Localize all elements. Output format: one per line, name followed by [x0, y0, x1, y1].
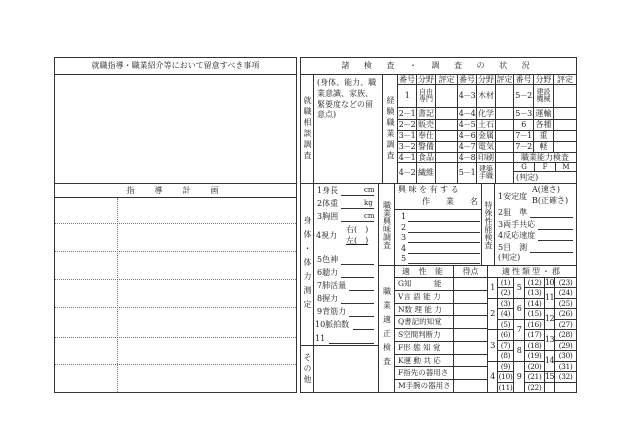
special-label: 特殊性能検査	[481, 183, 495, 266]
aptitude-ability: G知 能	[394, 277, 454, 291]
experience-field: 軽	[533, 141, 554, 153]
consult-note-text: (身体、能力、職業意識、家族、緊要度などの留意点)	[317, 78, 377, 120]
experience-field: 運輸	[533, 107, 554, 120]
aptitude-type-item[interactable]: (31)	[554, 361, 577, 372]
tests-header: 諸 検 査 ・ 調 査 の 状 況	[300, 57, 577, 75]
special-item-input[interactable]	[538, 240, 573, 241]
interest-line-input[interactable]	[408, 232, 480, 233]
aptitude-type-item[interactable]: (32)	[554, 371, 577, 383]
experience-col-header: 番号	[513, 74, 534, 85]
aptitude-type-item[interactable]: (19)	[524, 350, 545, 362]
aptitude-ability: Q書記的知覚	[394, 315, 454, 329]
special-item-label: 5目 測	[498, 242, 528, 252]
aptitude-score[interactable]	[453, 290, 488, 304]
aptitude-type-item[interactable]: (28)	[554, 329, 577, 341]
ability-test-f: F	[534, 162, 556, 172]
ability-test-header: 職業能力検査	[513, 152, 577, 163]
aptitude-type-item[interactable]: (16)	[524, 319, 545, 330]
body-item-label: 6聴力	[317, 268, 339, 277]
body-item-input[interactable]	[349, 290, 374, 291]
body-item-input[interactable]	[341, 277, 374, 278]
stability-b: B(正確さ)	[532, 196, 569, 205]
vision-left: 左( )	[346, 236, 369, 245]
body-item-input[interactable]	[349, 316, 374, 317]
ability-test-judgement[interactable]: (判定)	[513, 171, 577, 184]
aptitude-ability: N数 理 能 力	[394, 303, 454, 316]
aptitude-score[interactable]	[453, 366, 488, 380]
experience-number: 4－1	[398, 152, 416, 162]
experience-number: 1	[397, 84, 417, 108]
aptitude-score[interactable]	[453, 341, 488, 355]
experience-number: 2－2	[398, 120, 416, 129]
experience-field: 自由専門	[416, 84, 436, 108]
body-item-input[interactable]	[341, 264, 374, 265]
aptitude-group-number: 4	[487, 361, 498, 393]
aptitude-group-number: 6	[513, 298, 525, 320]
aptitude-type-item[interactable]: (26)	[554, 308, 577, 320]
aptitude-type-item[interactable]: (7)	[497, 340, 514, 351]
aptitude-group-number: 3	[487, 329, 498, 362]
body-item-label: 4視力	[316, 231, 338, 240]
aptitude-score[interactable]	[453, 315, 488, 329]
aptitude-type-item[interactable]: (23)	[554, 277, 577, 288]
aptitude-type-item[interactable]: (8)	[497, 350, 514, 362]
experience-col-header: 評定	[496, 74, 513, 84]
experience-number: 6	[513, 119, 534, 131]
experience-col-header: 評定	[435, 74, 458, 85]
plan-row-line	[55, 251, 296, 252]
aptitude-ability: M手腕の器用さ	[394, 379, 454, 393]
experience-number: 4－5	[458, 120, 476, 129]
experience-field: 木材	[476, 84, 496, 108]
experience-number: 7－1	[513, 130, 534, 142]
experience-field: 食品	[418, 152, 434, 162]
notes-header: 就職指導・職業紹介等において留意すべき事項	[54, 57, 297, 75]
aptitude-type-item[interactable]: (1)	[497, 277, 514, 288]
experience-rating[interactable]	[495, 162, 514, 184]
aptitude-type-item[interactable]: (4)	[497, 308, 514, 320]
aptitude-type-item[interactable]: (25)	[554, 298, 577, 309]
aptitude-type-item[interactable]: (24)	[554, 287, 577, 299]
ability-test-m: M	[555, 162, 577, 172]
interest-divider	[394, 209, 482, 210]
interest-line-input[interactable]	[408, 263, 480, 264]
aptitude-type-item[interactable]: (22)	[524, 382, 545, 393]
aptitude-group-number: 13	[544, 329, 555, 351]
experience-col-header: 評定	[553, 74, 577, 85]
experience-number: 4－8	[458, 152, 476, 162]
experience-col-header: 番号	[459, 74, 475, 84]
aptitude-type-item[interactable]: (18)	[524, 340, 545, 351]
aptitude-group-number: 5	[513, 277, 525, 299]
aptitude-ability: F指先の器用さ	[394, 366, 454, 380]
body-item-input[interactable]	[341, 195, 374, 196]
experience-field: 奉仕	[418, 131, 434, 140]
aptitude-type-item[interactable]: (20)	[524, 361, 545, 372]
experience-field: 土石	[478, 120, 494, 129]
body-item-unit: cm	[364, 186, 375, 194]
aptitude-type-item[interactable]: (27)	[554, 319, 577, 330]
body-item-label: 8握力	[317, 294, 339, 303]
aptitude-score[interactable]	[453, 277, 488, 291]
stability-a: A(速さ)	[532, 185, 561, 194]
plan-row-line	[55, 307, 296, 308]
aptitude-group-number: 15	[544, 372, 555, 381]
plan-row-line	[55, 337, 296, 338]
body-item-label: 5色神	[317, 255, 339, 264]
body-item-unit: cm	[364, 212, 375, 220]
body-item-label: 7肺活量	[317, 281, 347, 290]
experience-field: 繊維	[416, 162, 436, 184]
special-item-label: 4反応速度	[498, 231, 536, 240]
aptitude-type-item[interactable]: (30)	[554, 350, 577, 362]
interest-line-input[interactable]	[408, 253, 480, 254]
aptitude-ability: V言 語 能 力	[394, 290, 454, 304]
aptitude-score[interactable]	[453, 328, 488, 342]
aptitude-type-item[interactable]: (3)	[497, 298, 514, 309]
experience-field: 建築手職	[476, 162, 496, 184]
plan-row-line	[55, 223, 296, 224]
experience-rating[interactable]	[495, 84, 514, 108]
consult-label: 就職相談調査	[300, 74, 314, 184]
experience-rating[interactable]	[435, 162, 458, 184]
aptitude-type-item[interactable]: (13)	[524, 287, 545, 299]
aptitude-type-item[interactable]: (21)	[524, 371, 545, 383]
body-item-input[interactable]	[341, 303, 374, 304]
aptitude-score[interactable]	[453, 379, 488, 393]
special-judgement: (判定)	[498, 253, 521, 262]
interest-line-input[interactable]	[408, 242, 480, 243]
interest-label: 職業興味調査	[378, 183, 395, 266]
experience-number: 3－2	[398, 142, 416, 151]
experience-field: 化学	[476, 107, 496, 120]
aptitude-type-header: 適性類型・郡	[487, 265, 577, 278]
aptitude-type-item[interactable]: (15)	[524, 308, 545, 320]
body-item-label: 2体重	[317, 199, 339, 208]
aptitude-ability: F形 態 知 覚	[394, 341, 454, 355]
experience-label: 経験職業調査	[382, 74, 398, 184]
aptitude-group-number: 12	[544, 308, 555, 330]
experience-number: 3－1	[398, 131, 416, 140]
aptitude-group-number: 1	[487, 277, 498, 299]
plan-column-divider	[117, 198, 118, 392]
aptitude-label: 職業適正検査	[378, 265, 395, 393]
body-item-label: 9背筋力	[317, 307, 347, 316]
experience-number: 5－2	[513, 84, 534, 108]
experience-col-header: 番号	[399, 74, 415, 84]
aptitude-group-number: 10	[544, 277, 555, 287]
plan-row-line	[55, 279, 296, 280]
special-item-input[interactable]	[530, 217, 573, 218]
experience-number: 5－3	[513, 107, 534, 120]
experience-rating[interactable]	[553, 84, 577, 108]
body-label: 身体・体力測定	[300, 183, 314, 346]
interest-line-number: 1	[401, 212, 407, 221]
aptitude-type-item[interactable]: (2)	[497, 287, 514, 299]
aptitude-type-item[interactable]: (11)	[498, 382, 513, 392]
experience-number: 4－6	[458, 131, 476, 140]
interest-line-number: 5	[401, 254, 407, 263]
body-item-label: 11	[315, 334, 326, 343]
experience-field: 書記	[416, 107, 436, 120]
special-item-input[interactable]	[530, 252, 573, 253]
plan-row-line	[55, 364, 296, 365]
plan-header: 指 導 計 画	[54, 183, 297, 198]
experience-field: 電気	[478, 142, 494, 151]
experience-col-header: 分野	[533, 74, 554, 85]
aptitude-group-number: 2	[487, 298, 498, 330]
aptitude-score-header: 得点	[453, 265, 488, 278]
aptitude-ability-header: 適 性 能	[394, 265, 454, 278]
body-item-label: 1身長	[317, 186, 339, 195]
aptitude-type-item[interactable]: (12)	[524, 277, 545, 288]
experience-number: 7－2	[513, 141, 534, 153]
aptitude-type-item[interactable]	[554, 382, 577, 393]
stability-label: 1安定度	[498, 192, 528, 201]
ability-test-g: G	[513, 162, 535, 172]
body-item-unit: kg	[364, 199, 373, 207]
vision-right: 右( )	[346, 225, 369, 234]
experience-field: 建設機械	[533, 84, 554, 108]
aptitude-type-item[interactable]: (9)	[497, 361, 514, 372]
other-divider	[313, 345, 378, 346]
other-label: その他	[300, 345, 314, 393]
aptitude-ability: S空間判断力	[394, 328, 454, 342]
aptitude-type-item[interactable]: (29)	[554, 340, 577, 351]
aptitude-type-item[interactable]: (6)	[497, 329, 514, 341]
aptitude-group-number: 9	[513, 361, 525, 393]
experience-number: 4－3	[457, 84, 477, 108]
body-item-input[interactable]	[353, 329, 374, 330]
experience-field: 販売	[418, 120, 434, 129]
experience-number: 4－7	[458, 142, 476, 151]
experience-field: 印刷	[478, 152, 494, 162]
special-item-label: 2狙 準	[498, 208, 528, 217]
body-item-label: 10脈拍数	[315, 320, 350, 329]
aptitude-group-number: 8	[513, 340, 525, 362]
experience-field: 金属	[478, 131, 494, 140]
special-item-input[interactable]	[538, 229, 573, 230]
aptitude-type-item[interactable]: (14)	[524, 298, 545, 309]
aptitude-type-item[interactable]: (17)	[524, 329, 545, 341]
interest-line-number: 2	[401, 222, 407, 232]
aptitude-group-number: 7	[513, 319, 525, 341]
experience-number: 4－4	[457, 107, 477, 120]
experience-number: 5－1	[457, 162, 477, 184]
interest-header-2: 作 業 名	[422, 197, 478, 206]
body-item-label: 3胸囲	[317, 212, 339, 221]
aptitude-type-item[interactable]: (10)	[498, 372, 513, 382]
aptitude-group-number: 14	[544, 350, 555, 372]
interest-header-1: 興 味 を 有 す る	[398, 185, 459, 194]
notes-area[interactable]	[55, 75, 296, 183]
experience-number: 4－2	[397, 162, 417, 184]
experience-field: 各種	[533, 119, 554, 131]
experience-field: 重	[533, 130, 554, 142]
interest-line-number: 3	[401, 233, 407, 242]
experience-field: 警備	[418, 142, 434, 151]
aptitude-type-item[interactable]: (5)	[497, 319, 514, 330]
aptitude-group-number: 11	[544, 287, 555, 309]
aptitude-ability: K運 動 共 応	[394, 354, 454, 367]
body-item-input[interactable]	[329, 343, 374, 344]
special-item-label: 3両手共応	[498, 219, 536, 229]
interest-line-number: 4	[401, 243, 407, 253]
interest-line-input[interactable]	[408, 221, 480, 222]
body-item-input[interactable]	[341, 221, 374, 222]
experience-col-header: 分野	[418, 74, 434, 84]
experience-rating[interactable]	[435, 84, 458, 108]
body-item-input[interactable]	[341, 208, 374, 209]
experience-col-header: 分野	[478, 74, 494, 84]
experience-number: 2－1	[397, 107, 417, 120]
consult-note	[313, 74, 383, 184]
